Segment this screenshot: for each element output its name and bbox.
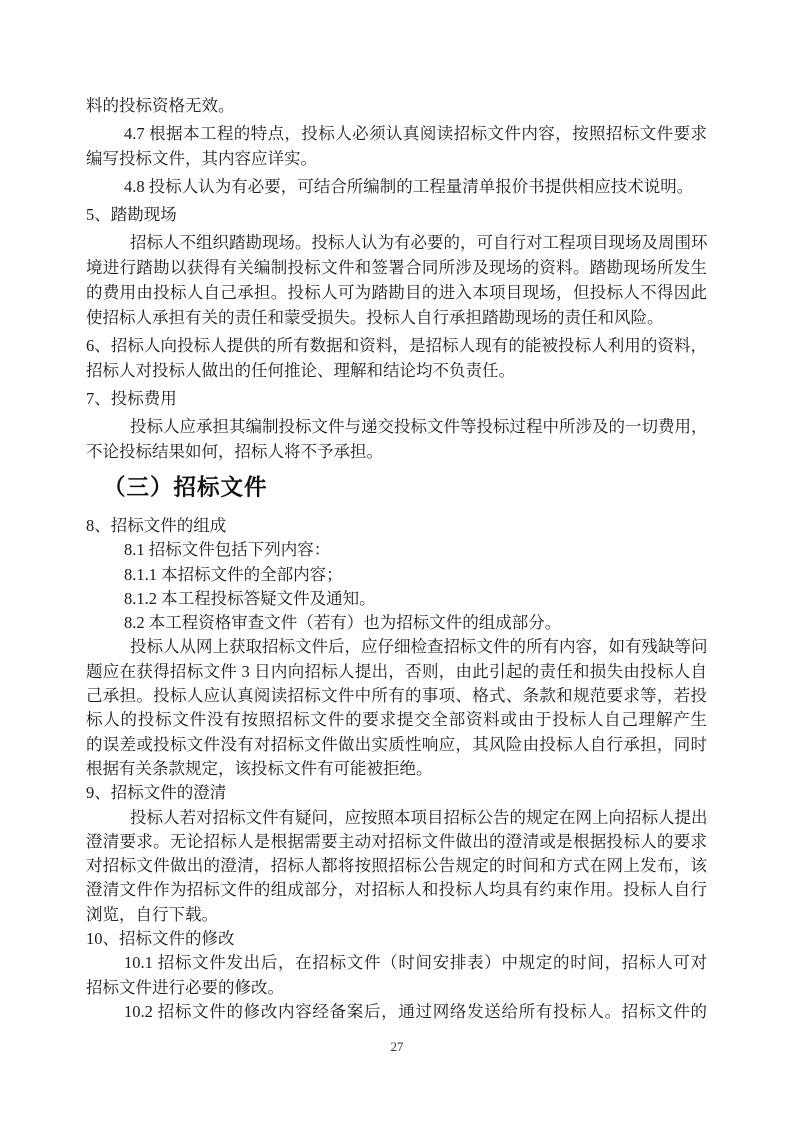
text-line: 招标文件进行必要的修改。 [86, 977, 284, 997]
text-line: 招标人不组织踏勘现场。投标人认为有必要的，可自行对工程项目现场及周围环 [130, 233, 708, 252]
text-line: 投标人若对招标文件有疑问，应按照本项目招标公告的规定在网上向招标人提出 [130, 807, 708, 827]
text-line: 投标人应承担其编制投标文件与递交投标文件等投标过程中所涉及的一切费用， [130, 417, 708, 436]
text-line: 10.2 招标文件的修改内容经备案后，通过网络发送给所有投标人。招标文件的 [124, 1001, 707, 1021]
text-line: 境进行踏勘以获得有关编制投标文件和签署合同所涉及现场的资料。踏勘现场所发生 [86, 258, 707, 277]
text-line: 对招标文件做出的澄清，招标人都将按照招标公告规定的时间和方式在网上发布，该 [86, 856, 707, 876]
text-line: 的费用由投标人自己承担。投标人可为踏勘目的进入本项目现场，但投标人不得因此 [86, 283, 707, 302]
text-line: 题应在获得招标文件 3 日内向招标人提出，否则，由此引起的责任和损失由投标人自 [86, 661, 707, 681]
section-bidder-instructions [86, 93, 707, 464]
text-line: 标人的投标文件没有按照招标文件的要求提交全部资料或由于投标人自己理解产生 [86, 710, 707, 730]
text-line: 8、招标文件的组成 [86, 516, 227, 535]
text-line: 6、招标人向投标人提供的所有数据和资料，是招标人现有的能被投标人利用的资料， [86, 336, 707, 355]
text-line: 料的投标资格无效。 [86, 96, 235, 115]
text-line: 澄清要求。无论招标人是根据需要主动对招标文件做出的澄清或是根据投标人的要求 [86, 831, 707, 851]
section-heading: （三）招标文件 [103, 475, 268, 500]
text-line: 根据有关条款规定，该投标文件有可能被拒绝。 [86, 758, 433, 778]
text-line: 5、踏勘现场 [86, 205, 177, 224]
text-line: 8.1.2 本工程投标答疑文件及通知。 [124, 588, 376, 608]
text-line: 的误差或投标文件没有对招标文件做出实质性响应，其风险由投标人自行承担，同时 [86, 734, 707, 754]
body-text [86, 93, 707, 1024]
text-line: 10.1 招标文件发出后，在招标文件（时间安排表）中规定的时间，招标人可对 [124, 953, 707, 973]
text-line: 9、招标文件的澄清 [86, 783, 227, 803]
text-line: 浏览，自行下载。 [86, 904, 218, 924]
page-number: 27 [390, 1039, 404, 1054]
text-line: 使招标人承担有关的责任和蒙受损失。投标人自行承担踏勘现场的责任和风险。 [86, 308, 664, 327]
section-bid-documents [86, 514, 707, 1024]
text-line: 投标人从网上获取招标文件后，应仔细检查招标文件的所有内容，如有残缺等问 [130, 637, 708, 657]
text-line: 4.7 根据本工程的特点，投标人必须认真阅读招标文件内容，按照招标文件要求 [124, 124, 707, 143]
text-line: 不论投标结果如何，招标人将不予承担。 [86, 442, 383, 461]
text-line: 10、招标文件的修改 [86, 929, 235, 949]
text-line: 4.8 投标人认为有必要，可结合所编制的工程量清单报价书提供相应技术说明。 [124, 177, 694, 196]
text-line: 招标人对投标人做出的任何推论、理解和结论均不负责任。 [86, 361, 515, 380]
text-line: 编写投标文件，其内容应详实。 [86, 149, 317, 168]
text-line: 8.1 招标文件包括下列内容： [124, 540, 331, 560]
text-line: 8.2 本工程资格审查文件（若有）也为招标文件的组成部分。 [124, 613, 562, 633]
text-line: 7、投标费用 [86, 389, 177, 408]
text-line: 8.1.1 本招标文件的全部内容； [124, 564, 343, 584]
text-line: 澄清文件作为招标文件的组成部分，对招标人和投标人均具有约束作用。投标人自行 [86, 880, 707, 900]
text-line: 己承担。投标人应认真阅读招标文件中所有的事项、格式、条款和规范要求等，若投 [86, 686, 707, 706]
